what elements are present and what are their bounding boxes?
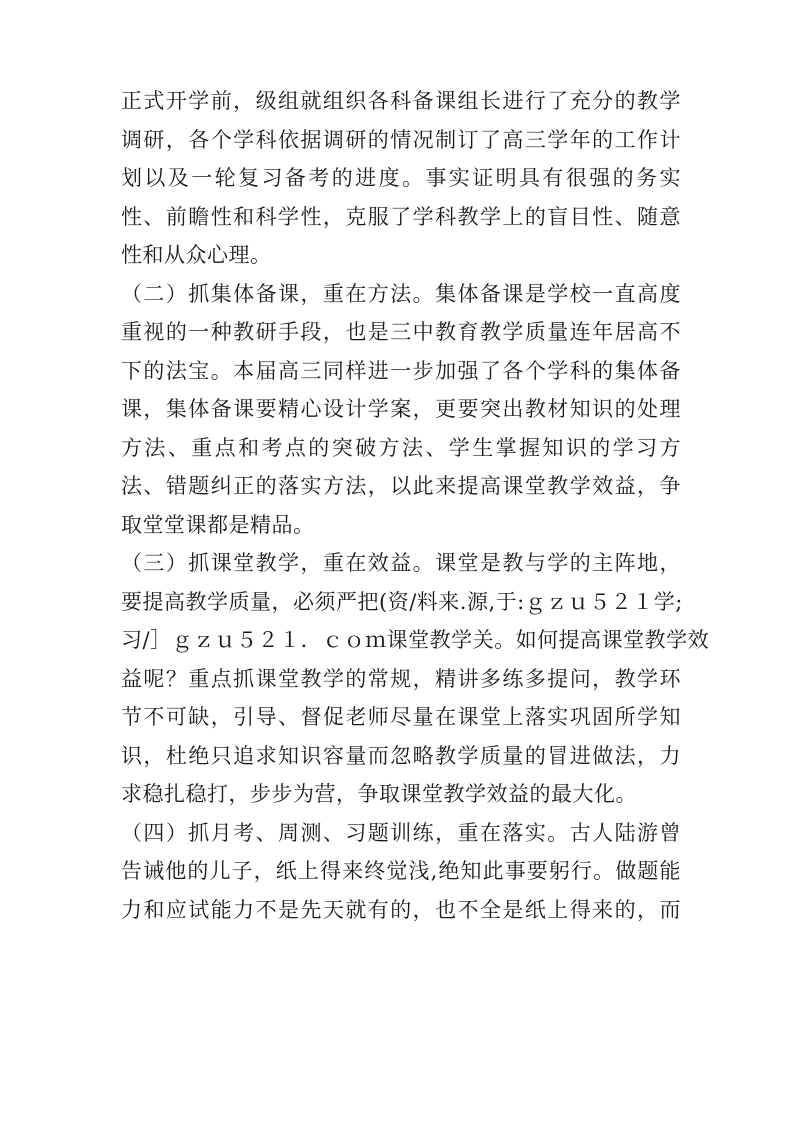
text-line: 识，杜绝只追求知识容量而忽略教学质量的冒进做法，力 [121,743,681,768]
text-line: 节不可缺，引导、督促老师尽量在课堂上落实巩固所学知 [121,705,681,729]
text-line: 要提高教学质量，必须严把(资/料来.源,于:ｇｚｕ５２１学; [121,589,683,614]
text-line: 重视的一种教研手段，也是三中教育教学质量连年居高不 [121,320,681,344]
text-line: （四）抓月考、周测、习题训练，重在落实。古人陆游曾 [121,820,681,845]
text-line: 力和应试能力不是先天就有的，也不全是纸上得来的，而 [121,897,681,922]
text-line: （三）抓课堂教学，重在效益。课堂是教与学的主阵地， [121,551,681,575]
text-line: 法、错题纠正的落实方法，以此来提高课堂教学效益，争 [121,474,681,498]
text-line: 课，集体备课要精心设计学案，更要突出教材知识的处理 [121,397,681,421]
text-line: 益呢？重点抓课堂教学的常规，精讲多练多提问，教学环 [121,666,681,691]
text-line: 调研，各个学科依据调研的情况制订了高三学年的工作计 [121,127,681,152]
text-line: 习/］ｇｚｕ５２１．ｃｏｍ课堂教学关。如何提高课堂教学效 [121,628,710,652]
text-line: 告诫他的儿子，纸上得来终觉浅,绝知此事要躬行。做题能 [121,859,681,883]
text-line: 方法、重点和考点的突破方法、学生掌握知识的学习方 [121,435,681,460]
text-line: 性、前瞻性和科学性，克服了学科教学上的盲目性、随意 [121,204,681,229]
text-line: （二）抓集体备课，重在方法。集体备课是学校一直高度 [121,281,681,306]
text-line: 求稳扎稳打，步步为营，争取课堂教学效益的最大化。 [121,782,637,806]
text-line: 性和从众心理。 [121,243,272,267]
text-line: 下的法宝。本届高三同样进一步加强了各个学科的集体备 [121,358,681,383]
text-line: 取堂堂课都是精品。 [121,512,315,537]
text-line: 正式开学前，级组就组织各科备课组长进行了充分的教学 [121,89,681,113]
text-line: 划以及一轮复习备考的进度。事实证明具有很强的务实 [121,166,681,190]
document-body [121,82,710,929]
